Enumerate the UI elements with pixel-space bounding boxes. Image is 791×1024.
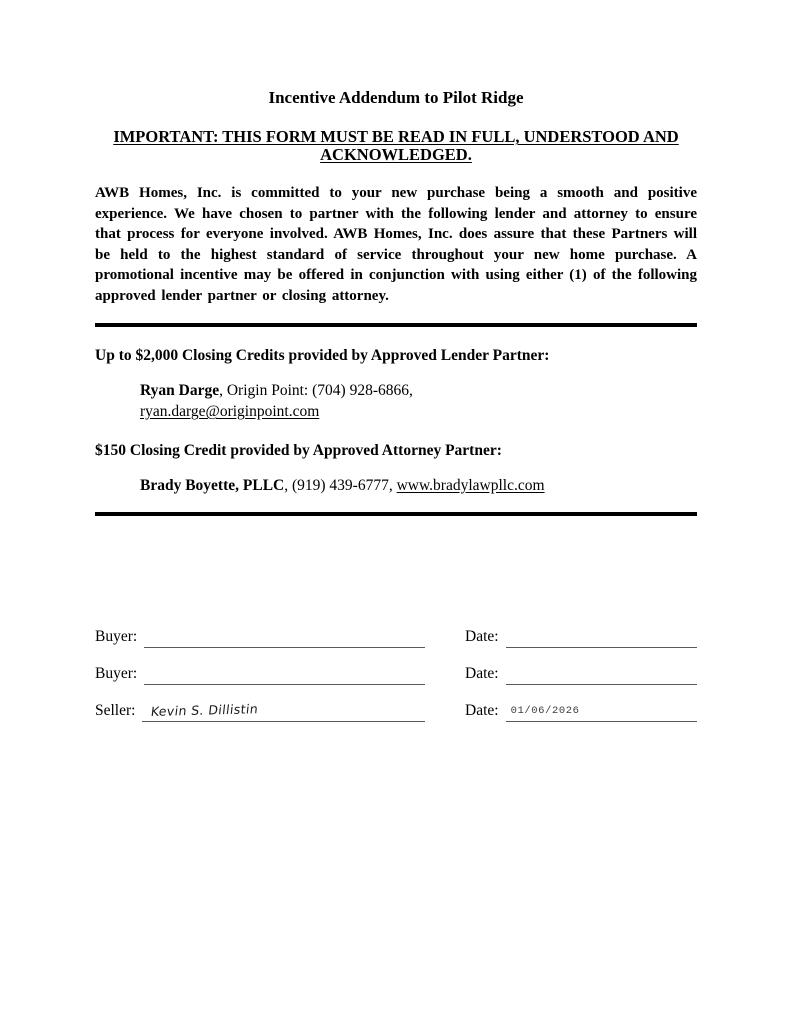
seller-label: Seller: <box>95 702 136 719</box>
buyer1-label: Buyer: <box>95 628 138 645</box>
lender-contact-details: , Origin Point: (704) 928-6866, <box>219 382 413 399</box>
important-notice-line1: IMPORTANT: THIS FORM MUST BE READ IN FULL, UNDERSTOOD AND <box>113 127 679 146</box>
document-title: Incentive Addendum to Pilot Ridge <box>268 88 524 107</box>
buyer1-date-line[interactable] <box>506 624 697 648</box>
attorney-contact-details: , (919) 439-6777, <box>284 477 397 494</box>
section-divider-top <box>95 323 697 327</box>
signature-block <box>95 624 697 722</box>
seller-date-line[interactable] <box>506 698 697 722</box>
buyer2-date-label: Date: <box>465 665 499 682</box>
lender-section-heading: Up to $2,000 Closing Credits provided by Approved Lender Partner: <box>95 347 550 364</box>
intro-paragraph: AWB Homes, Inc. is committed to your new purchase being a smooth and positive experience. We have chosen to partner with the following lender and attorney to ensure that process for everyone involved. AWB Homes, Inc. does assure that these Partners will be held to the highest standard of service throughout your new home purchase. A promotional incentive may be offered in conjunction with using either (1) of the following approved lender partner or closing attorney. <box>95 185 697 304</box>
buyer1-signature-line[interactable] <box>144 624 425 648</box>
seller-date-value: 01/06/2026 <box>510 705 580 717</box>
seller-date-label: Date: <box>465 702 499 719</box>
seller-signature-row <box>95 698 697 722</box>
important-notice <box>95 128 697 164</box>
attorney-section-heading: $150 Closing Credit provided by Approved Attorney Partner: <box>95 442 502 459</box>
important-notice-line2: ACKNOWLEDGED. <box>320 145 472 164</box>
buyer2-signature-line[interactable] <box>144 661 425 685</box>
lender-contact-name: Ryan Darge <box>140 382 220 399</box>
attorney-website-link[interactable]: www.bradylawpllc.com <box>396 477 545 494</box>
attorney-contact-name: Brady Boyette, PLLC <box>140 477 285 494</box>
buyer1-date-label: Date: <box>465 628 499 645</box>
buyer2-date-line[interactable] <box>506 661 697 685</box>
buyer2-label: Buyer: <box>95 665 138 682</box>
section-divider-bottom <box>95 512 697 516</box>
seller-signature-handwriting: Kevin S. Dillistin <box>150 701 260 719</box>
lender-email-link[interactable]: ryan.darge@originpoint.com <box>140 403 320 420</box>
attorney-contact <box>140 475 697 496</box>
seller-signature-line[interactable] <box>142 698 425 722</box>
buyer2-signature-row <box>95 661 697 685</box>
buyer1-signature-row <box>95 624 697 648</box>
lender-contact <box>140 380 697 422</box>
